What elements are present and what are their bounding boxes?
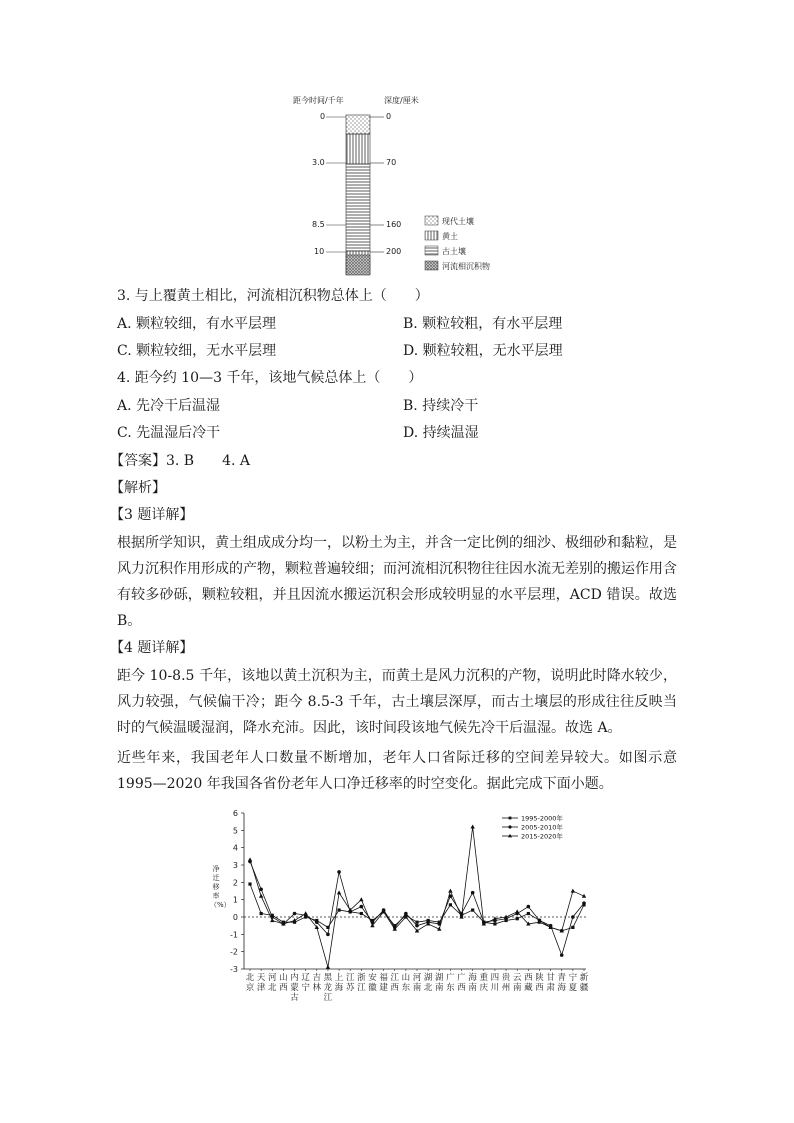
data-point	[516, 917, 519, 920]
data-point	[292, 918, 296, 922]
x-tick-label: 贵	[501, 973, 511, 983]
data-point	[415, 921, 418, 924]
x-tick-label: 西	[390, 983, 399, 993]
time-tick: 10	[314, 247, 325, 256]
x-tick-label: 川	[490, 983, 500, 993]
x-tick-label: 南	[512, 983, 522, 993]
q3-detail-text: 根据所学知识，黄土组成成分均一，以粉土为主，并含一定比例的细沙、极细砂和黏粒，是风力沉积作用形成的产物，颗粒普遍较细；而河流相沉积物往往因水流无差别的搬运作用含有较多砂砾，颗粒较粗，并且因流水搬运沉积会形成较明显的水平层理，ACD 错误。故选 B。	[117, 535, 677, 629]
layer-paleosol	[346, 164, 370, 251]
data-point	[303, 911, 307, 915]
series-line	[250, 884, 584, 931]
x-tick-label: 江	[323, 993, 333, 1003]
legend-label: 2015-2020年	[521, 832, 563, 841]
data-point	[359, 897, 363, 901]
x-tick-label: 藏	[524, 983, 533, 993]
data-point	[326, 933, 330, 937]
y-tick-label: -2	[230, 947, 238, 957]
data-point	[571, 889, 575, 893]
x-tick-label: 天	[256, 973, 266, 983]
y-tick-label: 1	[232, 895, 238, 905]
data-point	[471, 908, 474, 911]
x-tick-label: 甘	[546, 973, 555, 983]
x-tick-label: 西	[457, 983, 466, 993]
x-tick-label: 北	[423, 983, 433, 993]
intro-text: 近些年来，我国老年人口数量不断增加，老年人口省际迁移的空间差异较大。如图示意 1995—2020 年我国各省份老年人口净迁移率的时空变化。据此完成下面小题。	[117, 750, 677, 792]
data-point	[337, 870, 341, 874]
q4-option-b: B. 持续冷干	[403, 398, 479, 414]
data-point	[360, 905, 364, 909]
data-point	[471, 891, 475, 895]
data-point	[270, 918, 274, 922]
data-point	[493, 922, 496, 925]
x-tick-label: 东	[401, 983, 411, 993]
q3-detail-label: 【3 题详解】	[110, 507, 194, 523]
migration-chart	[212, 805, 602, 1020]
y-axis-label: 净迁移率（%）	[210, 865, 231, 909]
time-tick: 8.5	[312, 220, 325, 229]
x-tick-label: 湖	[423, 973, 433, 983]
x-tick-label: 津	[256, 983, 266, 993]
time-axis-header: 距今时间/千年	[293, 96, 344, 105]
x-tick-label: 河	[412, 973, 422, 983]
x-tick-label: 海	[334, 983, 344, 993]
answer-line: 【答案】3. B 4. A	[110, 453, 251, 469]
data-point	[259, 887, 263, 891]
x-tick-label: 青	[557, 973, 566, 983]
legend-label: 河流相沉积物	[442, 262, 490, 271]
time-tick: 3.0	[312, 158, 325, 167]
data-point	[326, 965, 330, 969]
data-point	[360, 912, 363, 915]
x-tick-label: 新	[579, 973, 589, 983]
x-tick-label: 广	[446, 973, 455, 983]
x-tick-label: 疆	[579, 983, 589, 993]
q3-stem: 3. 与上覆黄土相比，河流相沉积物总体上（ ）	[117, 288, 429, 304]
legend-label: 黄土	[442, 232, 458, 241]
data-point	[470, 824, 474, 828]
data-point	[415, 924, 419, 928]
data-point	[515, 909, 519, 913]
x-tick-label: 黑	[323, 973, 333, 983]
stratigraphy-figure	[280, 88, 520, 283]
depth-tick: 200	[386, 247, 402, 256]
x-tick-label: 山	[401, 973, 411, 983]
depth-tick: 0	[386, 112, 392, 121]
x-tick-label: 重	[479, 973, 489, 983]
x-tick-label: 湖	[435, 973, 444, 983]
series-line	[250, 862, 584, 956]
data-point	[337, 890, 341, 894]
x-tick-label: 东	[446, 983, 455, 993]
x-tick-label: 上	[334, 973, 344, 983]
data-point	[560, 953, 564, 957]
layer-fluvial	[346, 255, 370, 275]
data-point	[448, 889, 452, 893]
layer-loess-upper	[346, 134, 370, 164]
x-tick-label: 肃	[546, 983, 555, 993]
legend-label: 现代土壤	[442, 217, 474, 226]
x-tick-label: 夏	[568, 983, 578, 993]
data-point	[527, 905, 531, 909]
x-tick-label: 宁	[301, 983, 310, 993]
x-tick-label: 州	[501, 983, 511, 993]
q4-option-c: C. 先温湿后冷干	[117, 425, 221, 441]
x-tick-label: 浙	[357, 973, 366, 983]
y-tick-label: 5	[232, 826, 238, 836]
q4-option-a: A. 先冷干后温湿	[117, 398, 221, 414]
x-tick-label: 古	[290, 993, 299, 1003]
x-tick-label: 林	[312, 983, 322, 993]
y-tick-label: 0	[232, 913, 238, 922]
y-tick-label: 4	[232, 843, 238, 853]
y-tick-label: -1	[230, 930, 238, 940]
x-tick-label: 江	[345, 973, 355, 983]
x-tick-label: 海	[468, 973, 477, 983]
x-tick-label: 江	[390, 973, 399, 983]
q4-stem: 4. 距今约 10—3 千年，该地气候总体上（ ）	[117, 370, 423, 386]
x-tick-label: 宁	[568, 973, 578, 983]
y-tick-label: -3	[230, 965, 238, 974]
x-tick-label: 安	[368, 973, 377, 983]
x-tick-label: 内	[290, 973, 299, 983]
legend-marker	[508, 834, 512, 838]
x-tick-label: 四	[490, 973, 500, 983]
x-tick-label: 徽	[368, 983, 377, 993]
data-point	[337, 908, 340, 911]
x-tick-label: 建	[379, 983, 388, 993]
x-tick-label: 河	[268, 973, 277, 983]
q3-option-d: D. 颗粒较粗，无水平层理	[403, 343, 563, 359]
q3-option-a: A. 颗粒较细，有水平层理	[117, 316, 277, 332]
q4-option-d: D. 持续温湿	[403, 425, 479, 441]
x-tick-label: 西	[279, 983, 288, 993]
legend-marker	[509, 817, 512, 820]
data-point	[571, 915, 575, 919]
x-tick-label: 南	[412, 983, 422, 993]
x-tick-label: 蒙	[290, 983, 299, 993]
data-point	[527, 912, 530, 915]
data-point	[293, 912, 297, 916]
x-tick-label: 海	[557, 983, 566, 993]
x-tick-label: 西	[535, 983, 544, 993]
x-tick-label: 云	[512, 973, 522, 983]
data-point	[449, 903, 452, 906]
depth-axis-header: 深度/厘米	[384, 96, 419, 105]
data-point	[259, 894, 263, 898]
x-tick-label: 北	[245, 973, 255, 983]
x-tick-label: 京	[245, 983, 255, 993]
series-line	[250, 827, 584, 967]
data-point	[315, 920, 319, 924]
data-point	[248, 857, 252, 861]
x-tick-label: 福	[379, 973, 388, 983]
layer-modern-soil	[346, 115, 370, 134]
legend-label: 1995-2000年	[521, 814, 563, 823]
analysis-label: 【解析】	[110, 480, 166, 496]
q4-detail-text: 距今 10-8.5 千年，该地以黄土沉积为主，而黄土是风力沉积的产物，说明此时降水较少，风力较强，气候偏干冷；距今 8.5-3 千年，古土壤层深厚，而古土壤层的形成往往反映当时的气候温暖湿润，降水充沛。因此，该时间段该地气候先冷干后温湿。故选 A。	[117, 668, 677, 736]
data-point	[260, 912, 263, 915]
time-tick: 0	[320, 112, 326, 121]
data-point	[248, 882, 251, 885]
x-tick-label: 吉	[312, 973, 322, 983]
legend-label: 2005-2010年	[521, 823, 563, 832]
depth-tick: 70	[386, 158, 397, 167]
x-tick-label: 南	[435, 983, 444, 993]
x-tick-label: 广	[457, 973, 466, 983]
x-tick-label: 龙	[323, 983, 333, 993]
x-tick-label: 陕	[535, 973, 544, 983]
x-tick-label: 南	[468, 983, 477, 993]
x-tick-label: 庆	[479, 983, 489, 993]
data-point	[582, 901, 586, 905]
y-tick-label: 3	[232, 861, 238, 870]
legend-label: 古土壤	[442, 247, 466, 256]
q4-detail-label: 【4 题详解】	[110, 640, 194, 656]
q3-option-b: B. 颗粒较粗，有水平层理	[403, 316, 563, 332]
x-tick-label: 苏	[345, 983, 355, 993]
data-point	[571, 926, 574, 929]
x-tick-label: 西	[524, 973, 533, 983]
x-tick-label: 江	[357, 983, 366, 993]
x-tick-label: 辽	[301, 973, 310, 983]
x-tick-label: 山	[279, 973, 288, 983]
y-tick-label: 6	[232, 809, 238, 818]
legend-marker	[508, 825, 511, 828]
x-tick-label: 北	[268, 983, 277, 993]
chart-svg	[212, 805, 602, 1020]
y-tick-label: 2	[232, 878, 238, 888]
q3-option-c: C. 颗粒较细，无水平层理	[117, 343, 277, 359]
depth-tick: 160	[386, 220, 402, 229]
